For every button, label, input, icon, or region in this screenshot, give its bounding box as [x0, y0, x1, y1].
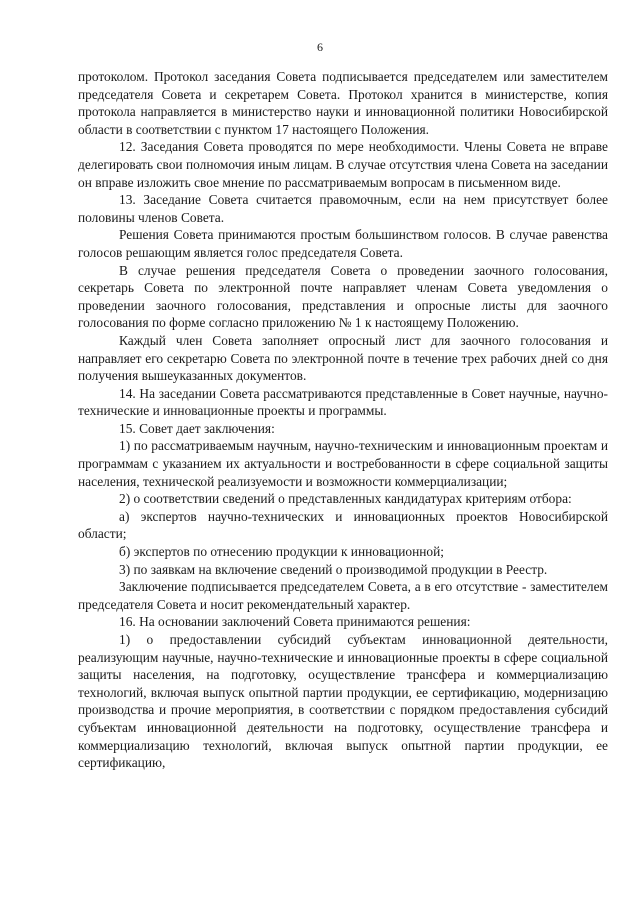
paragraph: Каждый член Совета заполняет опросный лист для заочного голосования и направляет его секретарю Совета по электронной почте в течение трех рабочих дней со дня получения вышеуказанных документов. — [78, 332, 608, 384]
paragraph: 2) о соответствии сведений о представленных кандидатурах критериям отбора: — [119, 491, 572, 507]
paragraph: 12. Заседания Совета проводятся по мере необходимости. Члены Совета не вправе делегировать свои полномочия иным лицам. В случае отсутствия члена Совета на заседании он вправе изложить свое мнение по рассматриваемым вопросам в письменном виде. — [78, 139, 608, 190]
paragraph: Решения Совета принимаются простым большинством голосов. В случае равенства голосов решающим является голос председателя Совета. — [78, 227, 608, 260]
document-body — [78, 68, 608, 772]
paragraph: 15. Совет дает заключения: — [119, 420, 275, 436]
page-number: 6 — [317, 40, 323, 54]
paragraph: протоколом. Протокол заседания Совета подписывается председателем или заместителем председателя Совета и секретарем Совета. Протокол хранится в министерстве, копия протокола направляется в министерство науки и инновационной политики Новосибирской области в соответствии с пунктом 17 настоящего Положения. — [78, 69, 608, 137]
paragraph: Заключение подписывается председателем Совета, а в его отсутствие - заместителем председателя Совета и носит рекомендательный характер. — [78, 579, 608, 612]
paragraph: б) экспертов по отнесению продукции к инновационной; — [119, 544, 445, 560]
paragraph: 13. Заседание Совета считается правомочным, если на нем присутствует более половины членов Совета. — [78, 192, 608, 225]
paragraph: а) экспертов научно-технических и инновационных проектов Новосибирской области; — [78, 508, 608, 542]
paragraph: В случае решения председателя Совета о проведении заочного голосования, секретарь Совета по электронной почте направляет членам Совета уведомления о проведении заочного голосования, представления и опросные листы для заочного голосования по форме согласно приложению № 1 к настоящему Положению. — [78, 262, 608, 331]
paragraph: 16. На основании заключений Совета принимаются решения: — [119, 614, 471, 630]
paragraph: 3) по заявкам на включение сведений о производимой продукции в Реестр. — [119, 561, 548, 577]
paragraph: 1) о предоставлении субсидий субъектам инновационной деятельности, реализующим научные, научно-технические и инновационные проекты в сфере социальной защиты населения, на подготовку, осуществление трансфера и коммерциализацию технологий, включая выпуск опытной партии продукции, ее сертификацию, модернизацию производства и прочие мероприятия, в соответствии с порядком предоставления субсидий субъектам инновационной деятельности на подготовку, осуществление трансфера и коммерциализацию технологий, включая выпуск опытной партии продукции, ее сертификацию, — [78, 632, 608, 771]
paragraph: 1) по рассматриваемым научным, научно-техническим и инновационным проектам и программам с указанием их актуальности и востребованности в сфере социальной защиты населения, технической реализуемости и возможности коммерциализации; — [78, 438, 608, 489]
paragraph: 14. На заседании Совета рассматриваются представленные в Совет научные, научно-технические и инновационные проекты и программы. — [78, 385, 608, 419]
